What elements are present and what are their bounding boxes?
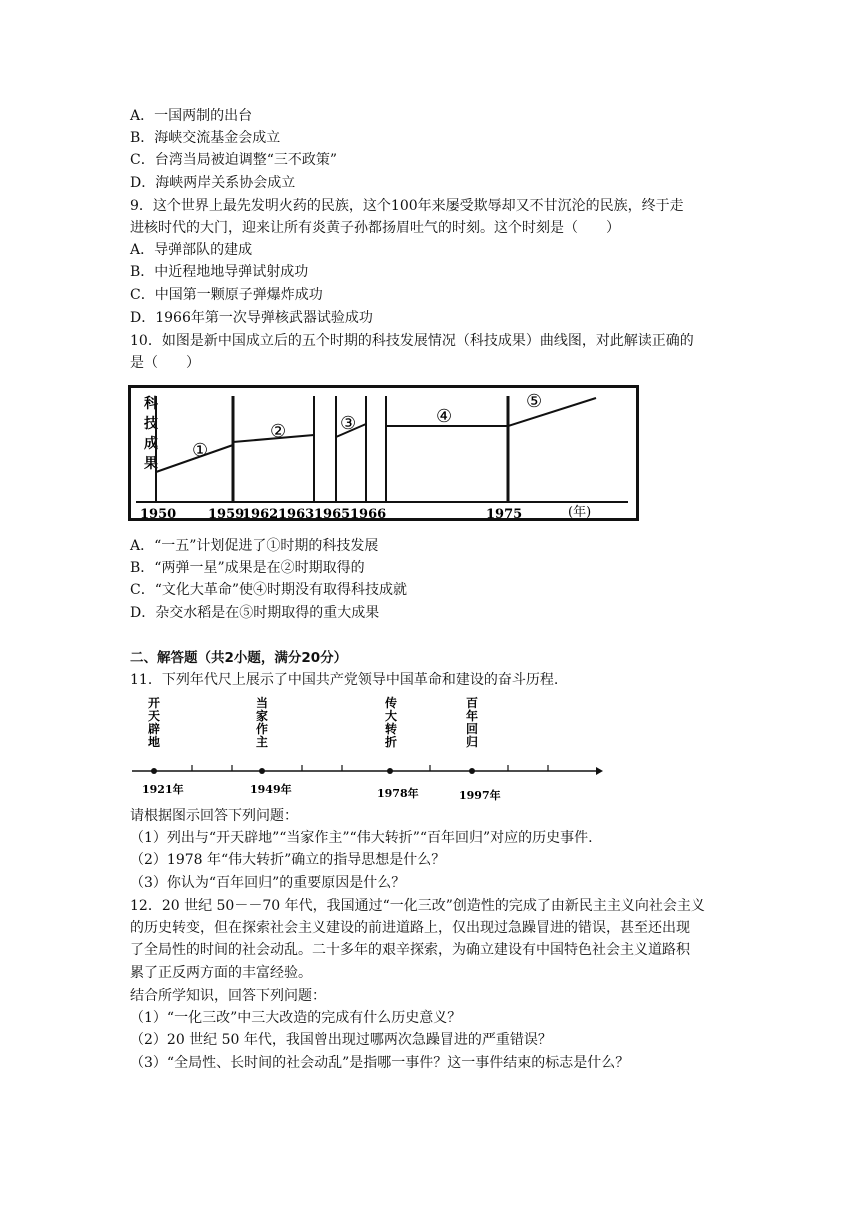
x-tick-1965: 1965 <box>314 507 351 522</box>
period-label-5: ⑤ <box>526 391 543 412</box>
timeline-event-2-c2: 家 <box>256 709 269 723</box>
timeline-event-2-c1: 当 <box>256 696 269 710</box>
timeline-event-3-c1: 传 <box>385 696 398 710</box>
q9-option-c: C．中国第一颗原子弹爆炸成功 <box>130 287 323 303</box>
q12-stem-line3: 了全局性的时间的社会动乱。二十多年的艰辛探索，为确立建设有中国特色社会主义道路积 <box>130 942 690 958</box>
timeline-event-3-c2: 大 <box>385 709 398 723</box>
x-tick-1950: 1950 <box>140 507 177 522</box>
q10-tech-chart <box>128 382 640 524</box>
timeline-event-1-c4: 地 <box>148 735 161 749</box>
q11-prompt: 请根据图示回答下列问题： <box>130 808 298 824</box>
q12-stem-line1: 12．20 世纪 50－－70 年代，我国通过“一化三改”创造性的完成了由新民主主义向社会主义 <box>130 898 705 914</box>
section-2-title: 二、解答题（共2小题，满分20分） <box>130 650 348 666</box>
period-label-2: ② <box>270 421 287 442</box>
q8-option-c: C．台湾当局被迫调整“三不政策” <box>130 152 338 168</box>
timeline-arrow <box>596 767 603 775</box>
x-tick-1959: 1959 <box>208 507 245 522</box>
timeline-event-1-c2: 天 <box>148 709 161 723</box>
q12-stem-line2: 的历史转变，但在探索社会主义建设的前进道路上，仅出现过急躁冒进的错误，甚至还出现 <box>130 920 690 936</box>
timeline-year-1949: 1949年 <box>250 783 292 796</box>
chart-ylabel-1: 科 <box>144 396 158 412</box>
timeline-event-2-c4: 主 <box>256 735 269 749</box>
q11-question-1: （1）列出与“开天辟地”“当家作主”“伟大转折”“百年回归”对应的历史事件. <box>130 830 593 846</box>
timeline-event-4-c4: 归 <box>466 735 479 749</box>
timeline-event-4-c2: 年 <box>466 709 479 723</box>
timeline-year-1978: 1978年 <box>377 787 419 800</box>
x-tick-1962: 1962 <box>242 507 279 522</box>
period-label-4: ④ <box>436 406 453 427</box>
period-label-3: ③ <box>340 413 357 434</box>
q12-prompt: 结合所学知识，回答下列问题： <box>130 988 326 1004</box>
x-unit: (年) <box>568 505 592 520</box>
q11-question-3: （3）你认为“百年回归”的重要原因是什么？ <box>130 875 406 891</box>
q9-stem-line1: 9．这个世界上最先发明火药的民族，这个100年来屡受欺辱却又不甘沉沦的民族，终于走 <box>130 198 684 214</box>
period-label-1: ① <box>192 440 209 461</box>
timeline-dot-1949 <box>259 768 265 774</box>
timeline-dot-1978 <box>387 768 393 774</box>
q9-option-d: D．1966年第一次导弹核武器试验成功 <box>130 310 373 326</box>
timeline-event-4-c1: 百 <box>466 696 479 710</box>
timeline-event-3-c4: 折 <box>385 735 398 749</box>
timeline-event-1-c1: 开 <box>148 696 161 710</box>
q10-option-c: C．“文化大革命”使④时期没有取得科技成就 <box>130 582 408 598</box>
q9-stem-line2: 进核时代的大门，迎来让所有炎黄子孙都扬眉吐气的时刻。这个时刻是（ ） <box>130 220 620 236</box>
q12-stem-line4: 累了正反两方面的丰富经验。 <box>130 965 312 981</box>
timeline-event-1-c3: 辟 <box>148 722 161 736</box>
q10-option-a: A．“一五”计划促进了①时期的科技发展 <box>130 538 379 554</box>
q8-option-b: B．海峡交流基金会成立 <box>130 130 281 146</box>
x-tick-1963: 1963 <box>278 507 315 522</box>
q9-option-b: B．中近程地地导弹试射成功 <box>130 264 309 280</box>
chart-ylabel-3: 成 <box>144 436 158 452</box>
timeline-year-1921: 1921年 <box>142 783 184 796</box>
q10-stem-line1: 10．如图是新中国成立后的五个时期的科技发展情况（科技成果）曲线图，对此解读正确的 <box>130 333 694 349</box>
q8-option-d: D．海峡两岸关系协会成立 <box>130 175 296 191</box>
q10-option-d: D．杂交水稻是在⑤时期取得的重大成果 <box>130 605 380 621</box>
q10-stem-line2: 是（ ） <box>130 355 200 371</box>
q10-option-b: B．“两弹一星”成果是在②时期取得的 <box>130 560 365 576</box>
q12-question-2: （2）20 世纪 50 年代，我国曾出现过哪两次急躁冒进的严重错误？ <box>130 1032 552 1048</box>
timeline-year-1997: 1997年 <box>459 789 501 802</box>
timeline-event-4-c3: 回 <box>466 722 479 736</box>
q11-timeline <box>130 693 605 805</box>
q8-option-a: A．一国两制的出台 <box>130 108 253 124</box>
curve-period-5 <box>508 398 596 426</box>
q11-stem: 11．下列年代尺上展示了中国共产党领导中国革命和建设的奋斗历程. <box>130 672 559 688</box>
timeline-dot-1921 <box>151 768 157 774</box>
timeline-dot-1997 <box>469 768 475 774</box>
timeline-event-3-c3: 转 <box>385 722 398 736</box>
q11-question-2: （2）1978 年“伟大转折”确立的指导思想是什么？ <box>130 852 446 868</box>
q12-question-3: （3）“全局性、长时间的社会动乱”是指哪一事件？这一事件结束的标志是什么？ <box>130 1055 630 1071</box>
x-tick-1975: 1975 <box>486 507 523 522</box>
q9-option-a: A．导弹部队的建成 <box>130 242 253 258</box>
chart-ylabel-2: 技 <box>144 416 158 432</box>
x-tick-1966: 1966 <box>350 507 387 522</box>
timeline-event-2-c3: 作 <box>256 722 269 736</box>
q12-question-1: （1）“一化三改”中三大改造的完成有什么历史意义？ <box>130 1010 462 1026</box>
chart-ylabel-4: 果 <box>144 456 158 472</box>
